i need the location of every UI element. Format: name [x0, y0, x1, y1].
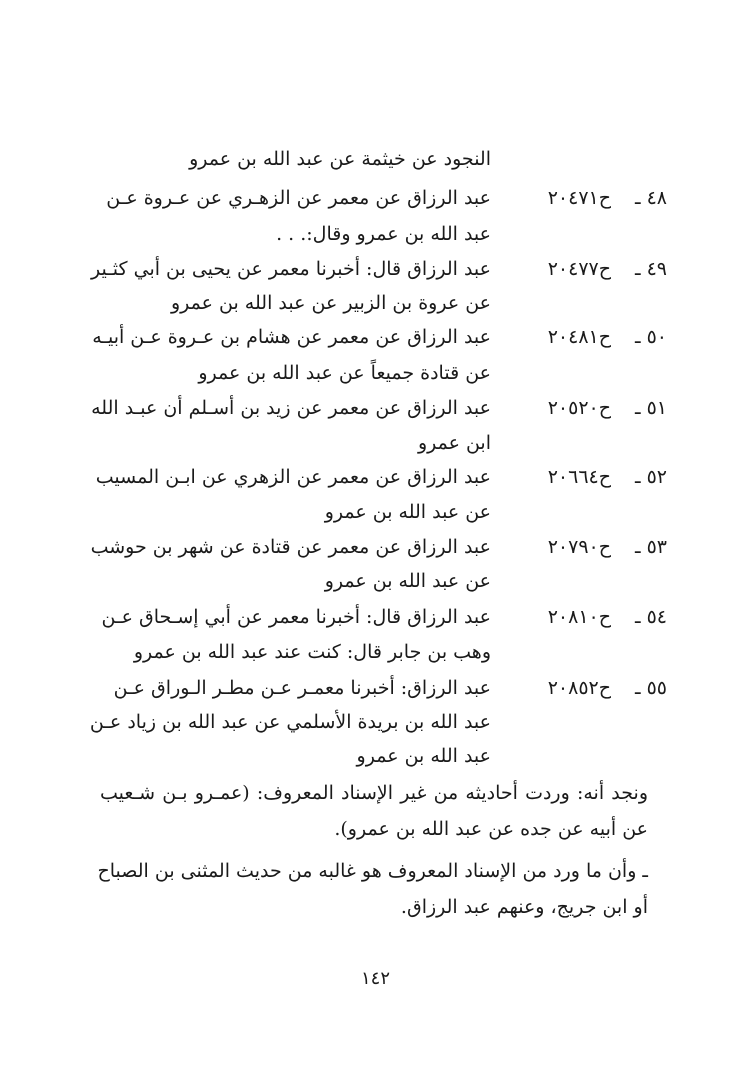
entry-number: ٥٥ ـ [634, 677, 667, 699]
continuation-line: النجود عن خيثمة عن عبد الله بن عمرو [189, 148, 491, 170]
hadith-reference: ح٢٠٤٧١ [547, 187, 611, 209]
entry-text-line: عن عبد الله بن عمرو [324, 501, 491, 523]
hadith-reference: ح٢٠٥٢٠ [547, 397, 611, 419]
entry-text-line: عبد الله بن عمرو وقال:. . . [276, 223, 491, 245]
entry-text-line: عبد الله بن عمرو [356, 745, 491, 767]
paragraph-line: عن أبيه عن جده عن عبد الله بن عمرو). [334, 818, 648, 840]
hadith-reference: ح٢٠٨٥٢ [547, 677, 611, 699]
entry-text-line: عبد الرزاق عن معمر عن الزهـري عن عـروة عـن [106, 187, 491, 209]
entry-text-line: عن قتادة جميعاً عن عبد الله بن عمرو [198, 362, 491, 384]
entry-number: ٤٩ ـ [634, 258, 667, 280]
paragraph-line: أو ابن جريج، وعنهم عبد الرزاق. [400, 896, 648, 918]
hadith-reference: ح٢٠٧٩٠ [547, 536, 611, 558]
entry-text-line: عن عبد الله بن عمرو [324, 570, 491, 592]
entry-text-line: عبد الرزاق: أخبرنا معمـر عـن مطـر الـوراق عـن [113, 677, 491, 699]
entry-number: ٥١ ـ [634, 397, 667, 419]
hadith-reference: ح٢٠٨١٠ [547, 606, 611, 628]
hadith-reference: ح٢٠٤٧٧ [547, 258, 611, 280]
entry-text-line: ابن عمرو [417, 432, 491, 454]
entry-number: ٥٣ ـ [634, 536, 667, 558]
entry-text-line: عبد الرزاق عن معمر عن هشام بن عـروة عـن أبيـه [92, 326, 491, 348]
entry-number: ٤٨ ـ [634, 187, 667, 209]
entry-number: ٥٢ ـ [634, 466, 667, 488]
entry-number: ٥٠ ـ [634, 326, 667, 348]
page-number: ١٤٢ [360, 968, 390, 989]
entry-number: ٥٤ ـ [634, 606, 667, 628]
entry-text-line: عبد الرزاق عن معمر عن قتادة عن شهر بن حوشب [90, 536, 491, 558]
paragraph-line: ونجد أنه: وردت أحاديثه من غير الإسناد المعروف: (عمـرو بـن شـعيب [100, 782, 648, 804]
hadith-reference: ح٢٠٤٨١ [547, 326, 611, 348]
entry-text-line: عبد الرزاق قال: أخبرنا معمر عن يحيى بن أبي كثـير [91, 258, 491, 280]
paragraph-line: ـ وأن ما ورد من الإسناد المعروف هو غالبه من حديث المثنى بن الصباح [97, 860, 648, 882]
entry-text-line: عن عروة بن الزبير عن عبد الله بن عمرو [171, 292, 491, 314]
hadith-reference: ح٢٠٦٦٤ [547, 466, 611, 488]
entry-text-line: عبد الرزاق عن معمر عن زيد بن أسـلم أن عبـد الله [91, 397, 491, 419]
entry-text-line: وهب بن جابر قال: كنت عند عبد الله بن عمرو [133, 641, 491, 663]
entry-text-line: عبد الله بن بريدة الأسلمي عن عبد الله بن زياد عـن [89, 711, 491, 733]
entry-text-line: عبد الرزاق قال: أخبرنا معمر عن أبي إسـحاق عـن [101, 606, 491, 628]
entry-text-line: عبد الرزاق عن معمر عن الزهري عن ابـن المسيب [95, 466, 491, 488]
